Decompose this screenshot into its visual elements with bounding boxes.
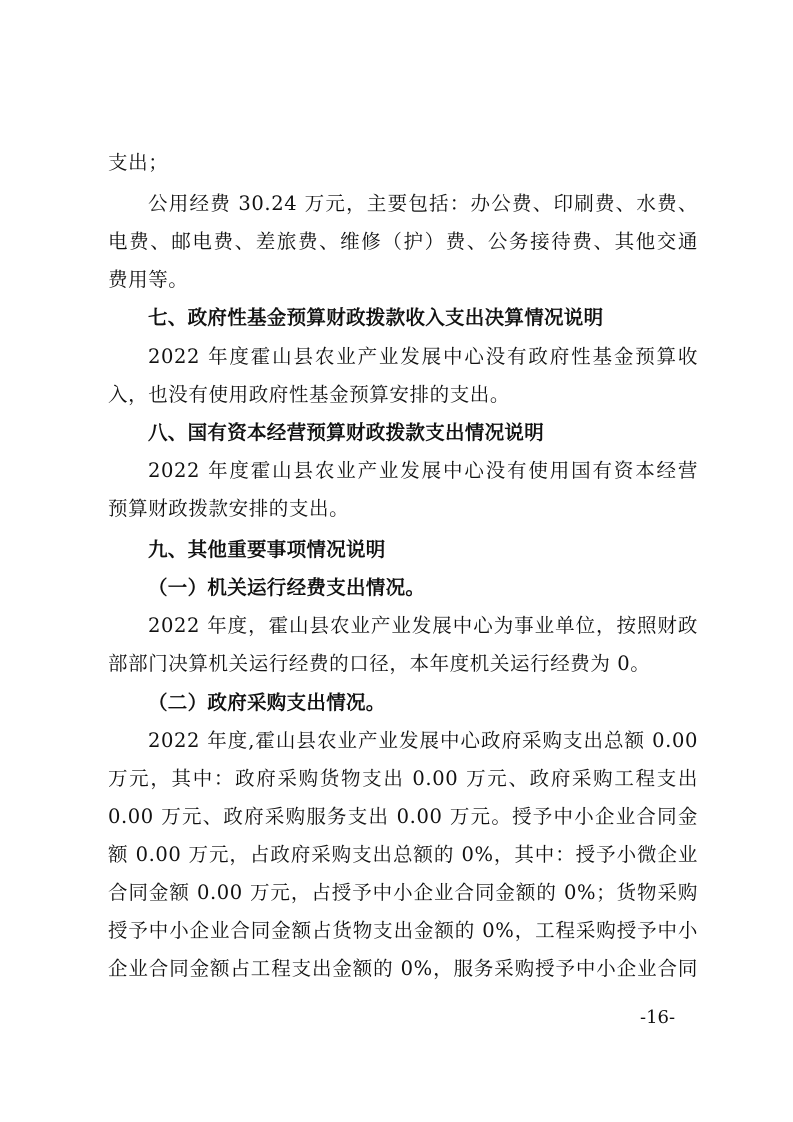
body-line: 2022 年度,霍山县农业产业发展中心政府采购支出总额 0.00 xyxy=(148,729,698,752)
body-line: 额 0.00 万元，占政府采购支出总额的 0%，其中：授予小微企业 xyxy=(108,843,698,866)
body-line: 授予中小企业合同金额占货物支出金额的 0%，工程采购授予中小 xyxy=(108,919,698,942)
body-line: 支出； xyxy=(108,151,169,174)
body-line: 部部门决算机关运行经费的口径，本年度机关运行经费为 0。 xyxy=(108,652,651,675)
body-line: 企业合同金额占工程支出金额的 0%，服务采购授予中小企业合同 xyxy=(108,957,698,980)
subsection-heading-2: （二）政府采购支出情况。 xyxy=(148,691,386,714)
body-line: 0.00 万元、政府采购服务支出 0.00 万元。授予中小企业合同金 xyxy=(108,805,698,828)
subsection-heading-1: （一）机关运行经费支出情况。 xyxy=(148,576,426,599)
body-line: 2022 年度霍山县农业产业发展中心没有使用国有资本经营 xyxy=(148,459,698,482)
page-number: -16- xyxy=(640,1007,676,1028)
body-line: 费用等。 xyxy=(108,268,189,291)
section-heading-9: 九、其他重要事项情况说明 xyxy=(148,538,386,561)
section-heading-7: 七、政府性基金预算财政拨款收入支出决算情况说明 xyxy=(148,306,604,329)
body-line: 公用经费 30.24 万元，主要包括：办公费、印刷费、水费、 xyxy=(148,192,698,215)
body-line: 2022 年度，霍山县农业产业发展中心为事业单位，按照财政 xyxy=(148,614,698,637)
body-line: 合同金额 0.00 万元，占授予中小企业合同金额的 0%；货物采购 xyxy=(108,881,698,904)
body-line: 入，也没有使用政府性基金预算安排的支出。 xyxy=(108,383,511,406)
body-line: 预算财政拨款安排的支出。 xyxy=(108,497,350,520)
body-line: 万元，其中：政府采购货物支出 0.00 万元、政府采购工程支出 xyxy=(108,767,698,790)
body-line: 2022 年度霍山县农业产业发展中心没有政府性基金预算收 xyxy=(148,345,698,368)
section-heading-8: 八、国有资本经营预算财政拨款支出情况说明 xyxy=(148,421,545,444)
body-line: 电费、邮电费、差旅费、维修（护）费、公务接待费、其他交通 xyxy=(108,230,698,253)
